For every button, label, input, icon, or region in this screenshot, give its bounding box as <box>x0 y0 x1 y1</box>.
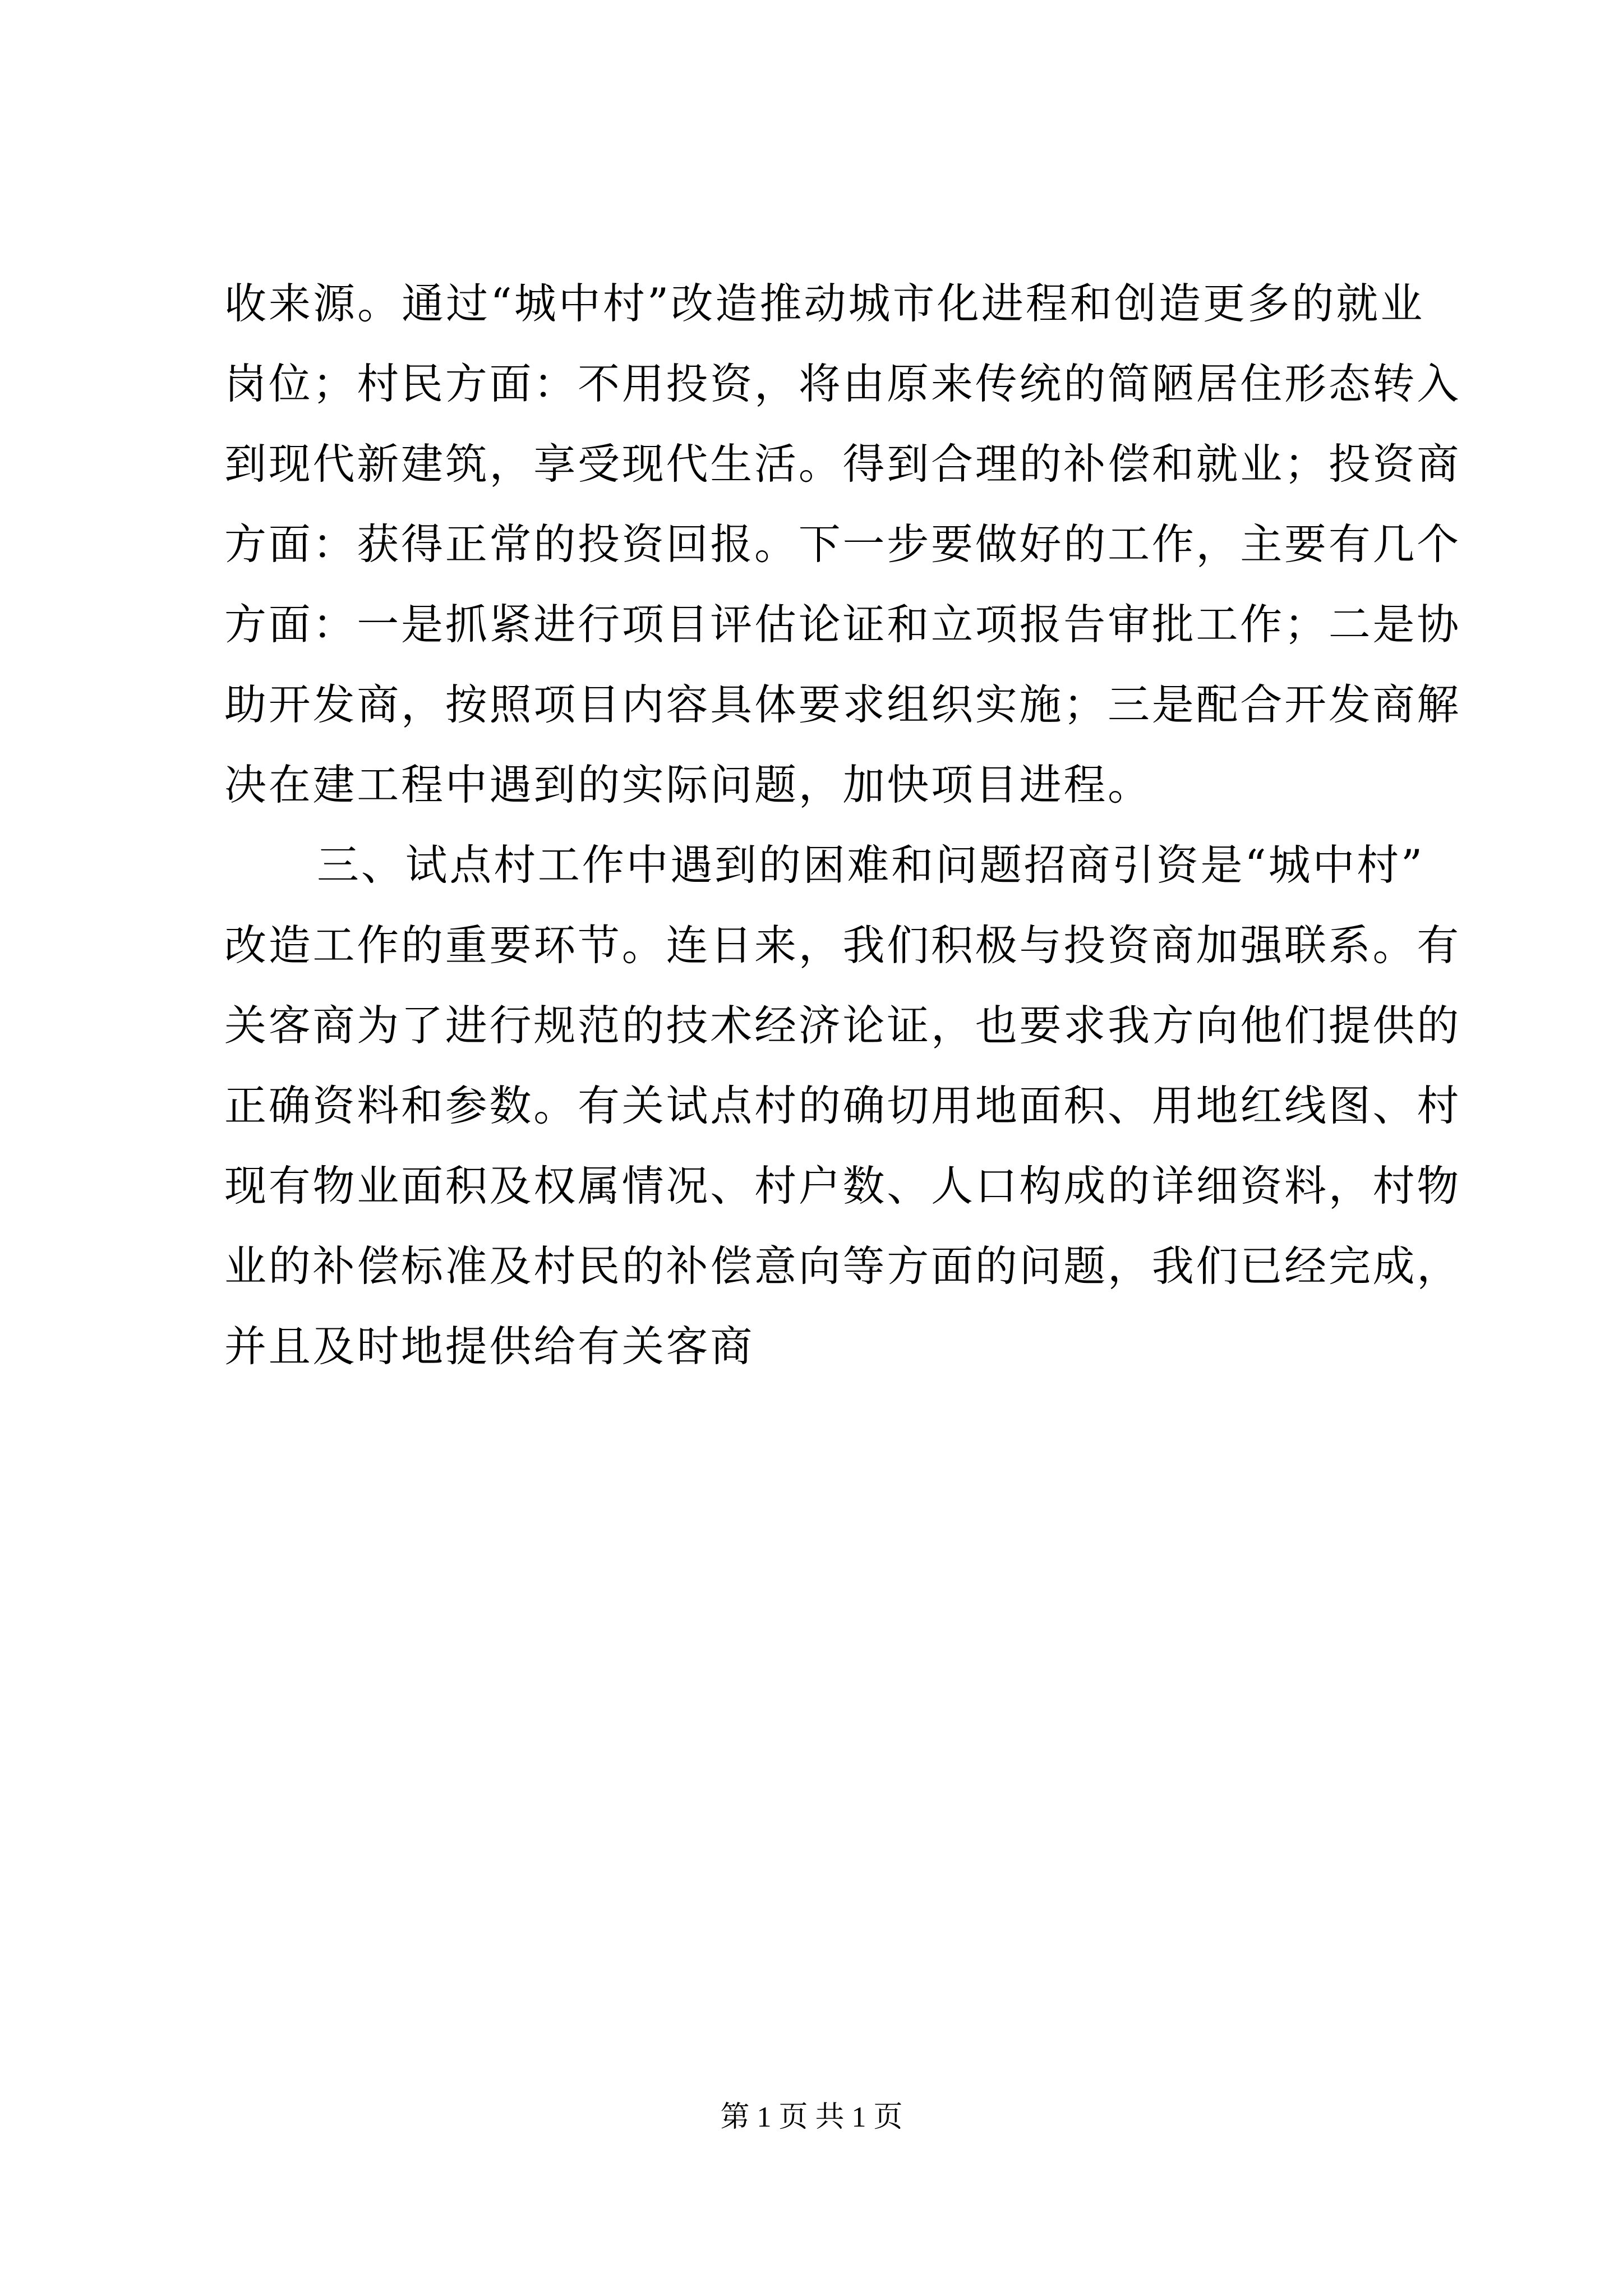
text-line: 关客商为了进行规范的技术经济论证，也要求我方向他们提供的 <box>224 1001 1461 1050</box>
text-line: 收来源。通过“城中村”改造推动城市化进程和创造更多的就业 <box>224 279 1424 328</box>
text-line: 改造工作的重要环节。连日来，我们积极与投资商加强联系。有 <box>224 921 1461 970</box>
paragraph-heading-line: 三、试点村工作中遇到的困难和问题招商引资是“城中村” <box>317 840 1424 890</box>
text-line: 岗位；村民方面：不用投资，将由原来传统的简陋居住形态转入 <box>224 359 1461 408</box>
page-footer: 第 1 页 共 1 页 <box>720 2101 903 2133</box>
text-line: 业的补偿标准及村民的补偿意向等方面的问题，我们已经完成， <box>224 1241 1461 1291</box>
text-line: 并且及时地提供给有关客商 <box>224 1322 755 1371</box>
text-line: 决在建工程中遇到的实际问题，加快项目进程。 <box>224 760 1152 809</box>
text-line: 方面：一是抓紧进行项目评估论证和立项报告审批工作；二是协 <box>224 600 1461 649</box>
text-line: 现有物业面积及权属情况、村户数、人口构成的详细资料，村物 <box>224 1161 1461 1211</box>
text-line: 正确资料和参数。有关试点村的确切用地面积、用地红线图、村 <box>224 1081 1461 1130</box>
body-text <box>224 264 1461 1387</box>
text-line: 助开发商，按照项目内容具体要求组织实施；三是配合开发商解 <box>224 680 1461 729</box>
text-line: 方面：获得正常的投资回报。下一步要做好的工作，主要有几个 <box>224 519 1461 569</box>
text-line: 到现代新建筑，享受现代生活。得到合理的补偿和就业；投资商 <box>224 439 1461 489</box>
